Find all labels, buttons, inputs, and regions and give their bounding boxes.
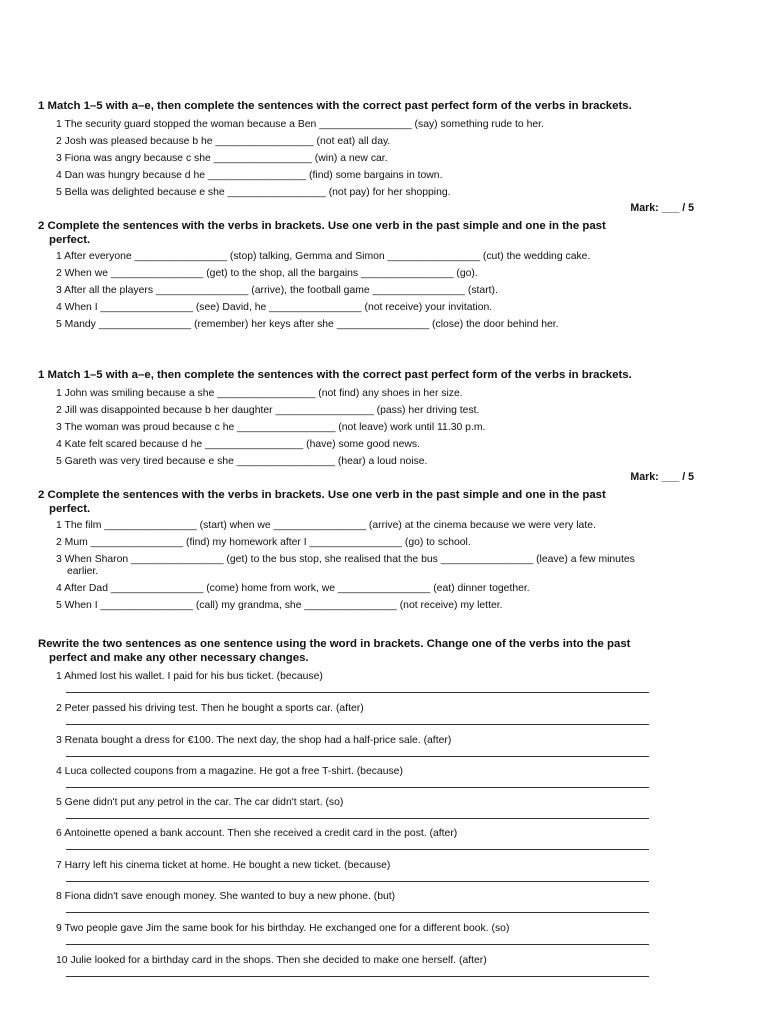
section-2-heading xyxy=(38,220,728,247)
list-item: 5 Bella was delighted because e she _________________ (not pay) for her shopping. xyxy=(56,187,451,198)
section-4-heading xyxy=(38,489,728,516)
list-item: 2 Josh was pleased because b he _________________ (not eat) all day. xyxy=(56,136,391,147)
answer-line xyxy=(66,976,649,977)
list-item: 1 John was smiling because a she _________________ (not find) any shoes in her size. xyxy=(56,388,463,399)
list-item: 5 Mandy ________________ (remember) her keys after she ________________ (close) the door behind her. xyxy=(56,319,559,330)
list-item xyxy=(56,554,721,578)
list-item: 8 Fiona didn't save enough money. She wanted to buy a new phone. (but) xyxy=(56,891,396,902)
list-item: 4 After Dad ________________ (come) home from work, we ________________ (eat) dinner together. xyxy=(56,583,530,594)
answer-line xyxy=(66,849,649,850)
list-item: 3 Fiona was angry because c she _________________ (win) a new car. xyxy=(56,153,388,164)
list-item: 5 When I ________________ (call) my grandma, she ________________ (not receive) my letter. xyxy=(56,600,503,611)
section-1-heading: 1 Match 1–5 with a–e, then complete the sentences with the correct past perfect form of the verbs in brackets. xyxy=(38,100,632,112)
list-item: 6 Antoinette opened a bank account. Then she received a credit card in the post. (after) xyxy=(56,828,458,839)
item-3-line2: earlier. xyxy=(67,566,99,577)
section-4-heading-line2: perfect. xyxy=(49,502,91,515)
list-item: 4 Dan was hungry because d he _________________ (find) some bargains in town. xyxy=(56,170,443,181)
list-item: 10 Julie looked for a birthday card in the shops. Then she decided to make one herself. (after) xyxy=(56,955,487,966)
list-item: 9 Two people gave Jim the same book for his birthday. He exchanged one for a different book. (so) xyxy=(56,923,510,934)
answer-line xyxy=(66,756,649,757)
list-item: 2 Mum ________________ (find) my homework after I ________________ (go) to school. xyxy=(56,537,471,548)
mark-label: Mark: ___ / 5 xyxy=(630,202,694,214)
list-item: 2 Jill was disappointed because b her daughter _________________ (pass) her driving test. xyxy=(56,405,480,416)
section-5-heading-line1: Rewrite the two sentences as one sentence using the word in brackets. Change one of the verbs into the past xyxy=(38,638,631,650)
answer-line xyxy=(66,724,649,725)
answer-line xyxy=(66,912,649,913)
answer-line xyxy=(66,692,649,693)
answer-line xyxy=(66,944,649,945)
list-item: 5 Gareth was very tired because e she _________________ (hear) a loud noise. xyxy=(56,456,428,467)
list-item: 4 Luca collected coupons from a magazine. He got a free T-shirt. (because) xyxy=(56,766,403,777)
section-5-heading xyxy=(38,638,728,665)
answer-line xyxy=(66,818,649,819)
list-item: 4 Kate felt scared because d he _________________ (have) some good news. xyxy=(56,439,420,450)
list-item: 3 The woman was proud because c he _________________ (not leave) work until 11.30 p.m. xyxy=(56,422,486,433)
list-item: 7 Harry left his cinema ticket at home. He bought a new ticket. (because) xyxy=(56,860,391,871)
list-item: 1 After everyone ________________ (stop) talking, Gemma and Simon ________________ (cut) the wedding cake. xyxy=(56,251,591,262)
list-item: 1 Ahmed lost his wallet. I paid for his bus ticket. (because) xyxy=(56,671,323,682)
list-item: 3 After all the players ________________ (arrive), the football game ________________ (start). xyxy=(56,285,498,296)
list-item: 4 When I ________________ (see) David, he ________________ (not receive) your invitation. xyxy=(56,302,493,313)
section-5-heading-line2: perfect and make any other necessary changes. xyxy=(49,651,309,664)
section-3-heading: 1 Match 1–5 with a–e, then complete the sentences with the correct past perfect form of the verbs in brackets. xyxy=(38,369,632,381)
list-item: 2 Peter passed his driving test. Then he bought a sports car. (after) xyxy=(56,703,364,714)
list-item: 5 Gene didn't put any petrol in the car. The car didn't start. (so) xyxy=(56,797,344,808)
section-4-heading-line1: 2 Complete the sentences with the verbs in brackets. Use one verb in the past simple and one in the past xyxy=(38,489,606,501)
list-item: 1 The film ________________ (start) when we ________________ (arrive) at the cinema because we were very late. xyxy=(56,520,596,531)
section-2-heading-line2: perfect. xyxy=(49,233,91,246)
list-item: 2 When we ________________ (get) to the shop, all the bargains ________________ (go). xyxy=(56,268,478,279)
list-item: 3 Renata bought a dress for €100. The next day, the shop had a half-price sale. (after) xyxy=(56,735,452,746)
answer-line xyxy=(66,881,649,882)
list-item: 1 The security guard stopped the woman because a Ben ________________ (say) something rude to her. xyxy=(56,119,544,130)
item-3-line1: 3 When Sharon ________________ (get) to the bus stop, she realised that the bus ________________ (leave) a few minutes xyxy=(56,554,635,565)
section-2-heading-line1: 2 Complete the sentences with the verbs in brackets. Use one verb in the past simple and one in the past xyxy=(38,220,606,232)
mark-label: Mark: ___ / 5 xyxy=(630,471,694,483)
answer-line xyxy=(66,787,649,788)
